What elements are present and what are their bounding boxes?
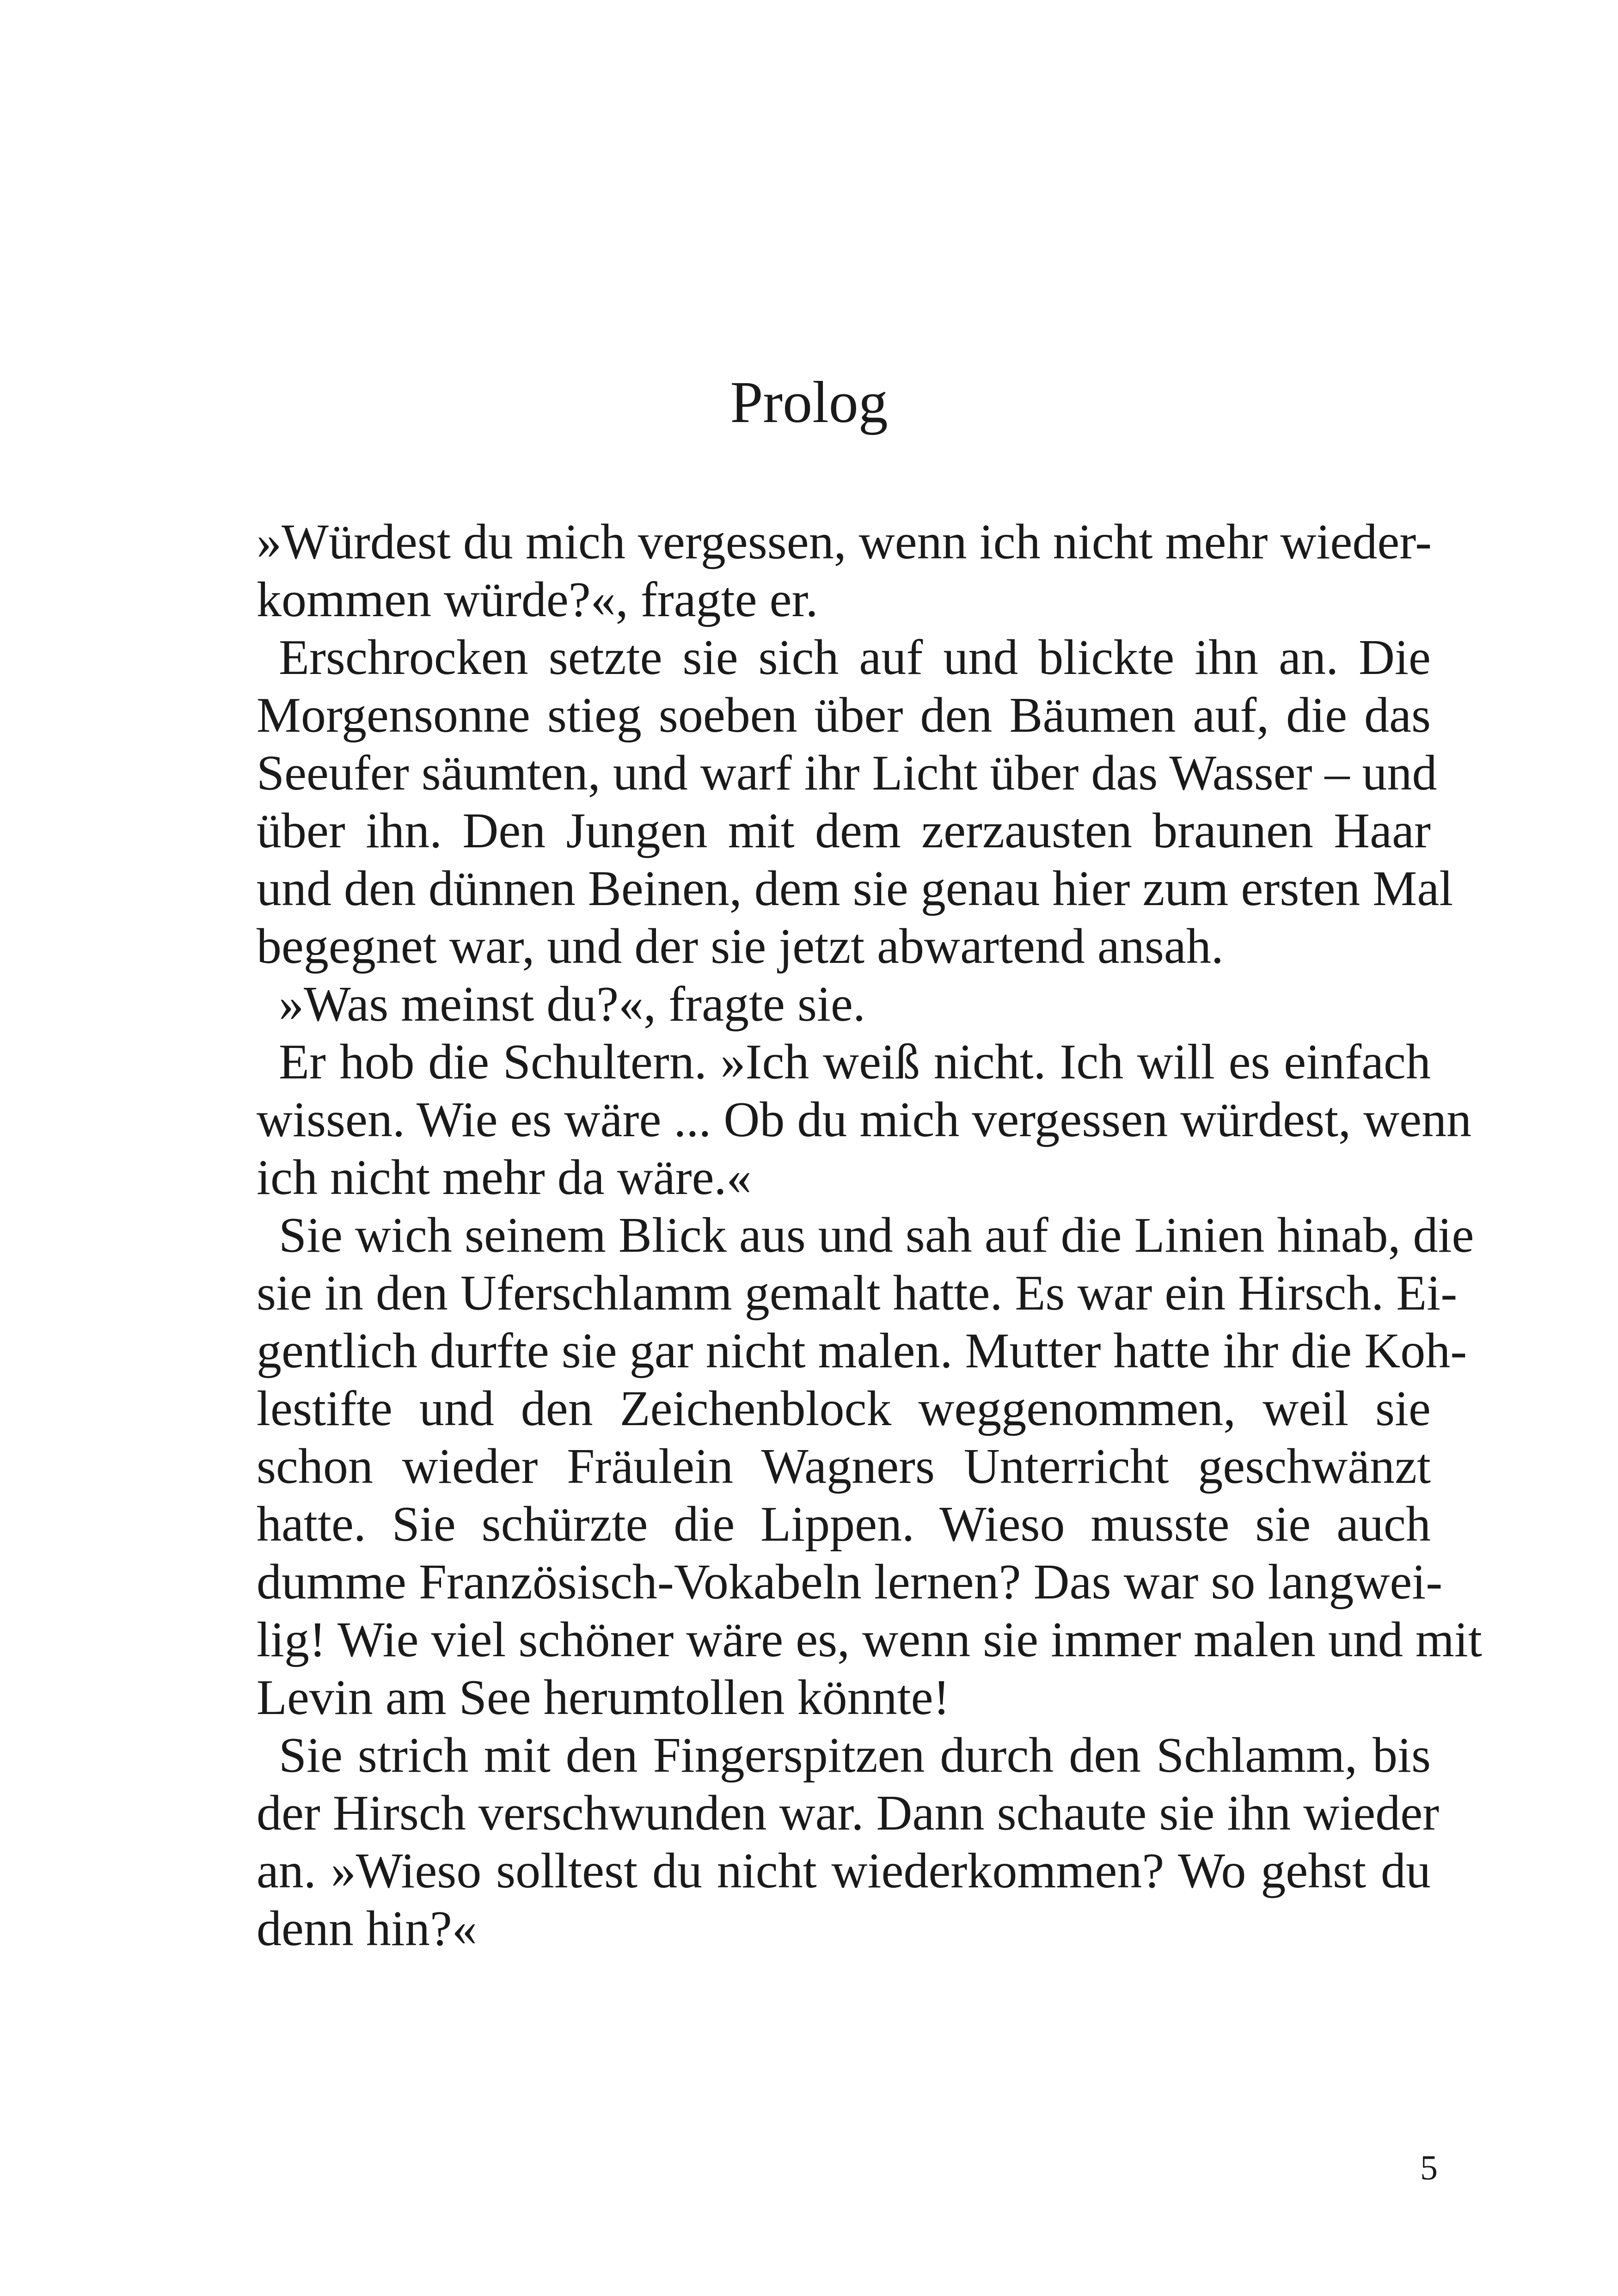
text-line: wissen. Wie es wäre ... Ob du mich vergessen würdest, wenn	[257, 1092, 1472, 1147]
text-line: denn hin?«	[257, 1901, 477, 1956]
text-line: »Würdest du mich vergessen, wenn ich nicht mehr wieder-	[257, 514, 1432, 569]
text-line: begegnet war, und der sie jetzt abwartend ansah.	[257, 919, 1224, 974]
chapter-title: Prolog	[730, 369, 888, 435]
text-line: ich nicht mehr da wäre.«	[257, 1150, 752, 1205]
text-line: »Was meinst du?«, fragte sie.	[279, 977, 865, 1032]
text-line: an. »Wieso solltest du nicht wiederkommen? Wo gehst du	[257, 1843, 1431, 1898]
text-line: lig! Wie viel schöner wäre es, wenn sie immer malen und mit	[257, 1612, 1482, 1667]
text-line: kommen würde?«, fragte er.	[257, 572, 818, 627]
text-line: Sie wich seinem Blick aus und sah auf die Linien hinab, die	[279, 1208, 1474, 1263]
text-line: hatte. Sie schürzte die Lippen. Wieso musste sie auch	[257, 1497, 1431, 1552]
text-line: dumme Französisch-Vokabeln lernen? Das war so langwei-	[257, 1555, 1443, 1610]
text-line: und den dünnen Beinen, dem sie genau hier zum ersten Mal	[257, 861, 1453, 916]
text-line: Sie strich mit den Fingerspitzen durch den Schlamm, bis	[279, 1728, 1431, 1783]
text-line: gentlich durfte sie gar nicht malen. Mutter hatte ihr die Koh-	[257, 1323, 1467, 1378]
text-line: Erschrocken setzte sie sich auf und blickte ihn an. Die	[279, 630, 1431, 685]
text-line: der Hirsch verschwunden war. Dann schaute sie ihn wieder	[257, 1786, 1440, 1841]
page-number: 5	[1420, 2149, 1438, 2187]
body-text	[257, 513, 1482, 1958]
text-line: Er hob die Schultern. »Ich weiß nicht. Ich will es einfach	[279, 1035, 1431, 1090]
text-line: sie in den Uferschlamm gemalt hatte. Es war ein Hirsch. Ei-	[257, 1266, 1458, 1321]
text-line: lestifte und den Zeichenblock weggenommen, weil sie	[257, 1381, 1431, 1436]
text-line: Levin am See herumtollen könnte!	[257, 1670, 950, 1725]
text-line: schon wieder Fräulein Wagners Unterricht geschwänzt	[257, 1439, 1431, 1494]
text-line: Seeufer säumten, und warf ihr Licht über das Wasser – und	[257, 746, 1437, 801]
text-line: über ihn. Den Jungen mit dem zerzausten braunen Haar	[257, 803, 1431, 858]
text-line: Morgensonne stieg soeben über den Bäumen auf, die das	[257, 688, 1431, 743]
